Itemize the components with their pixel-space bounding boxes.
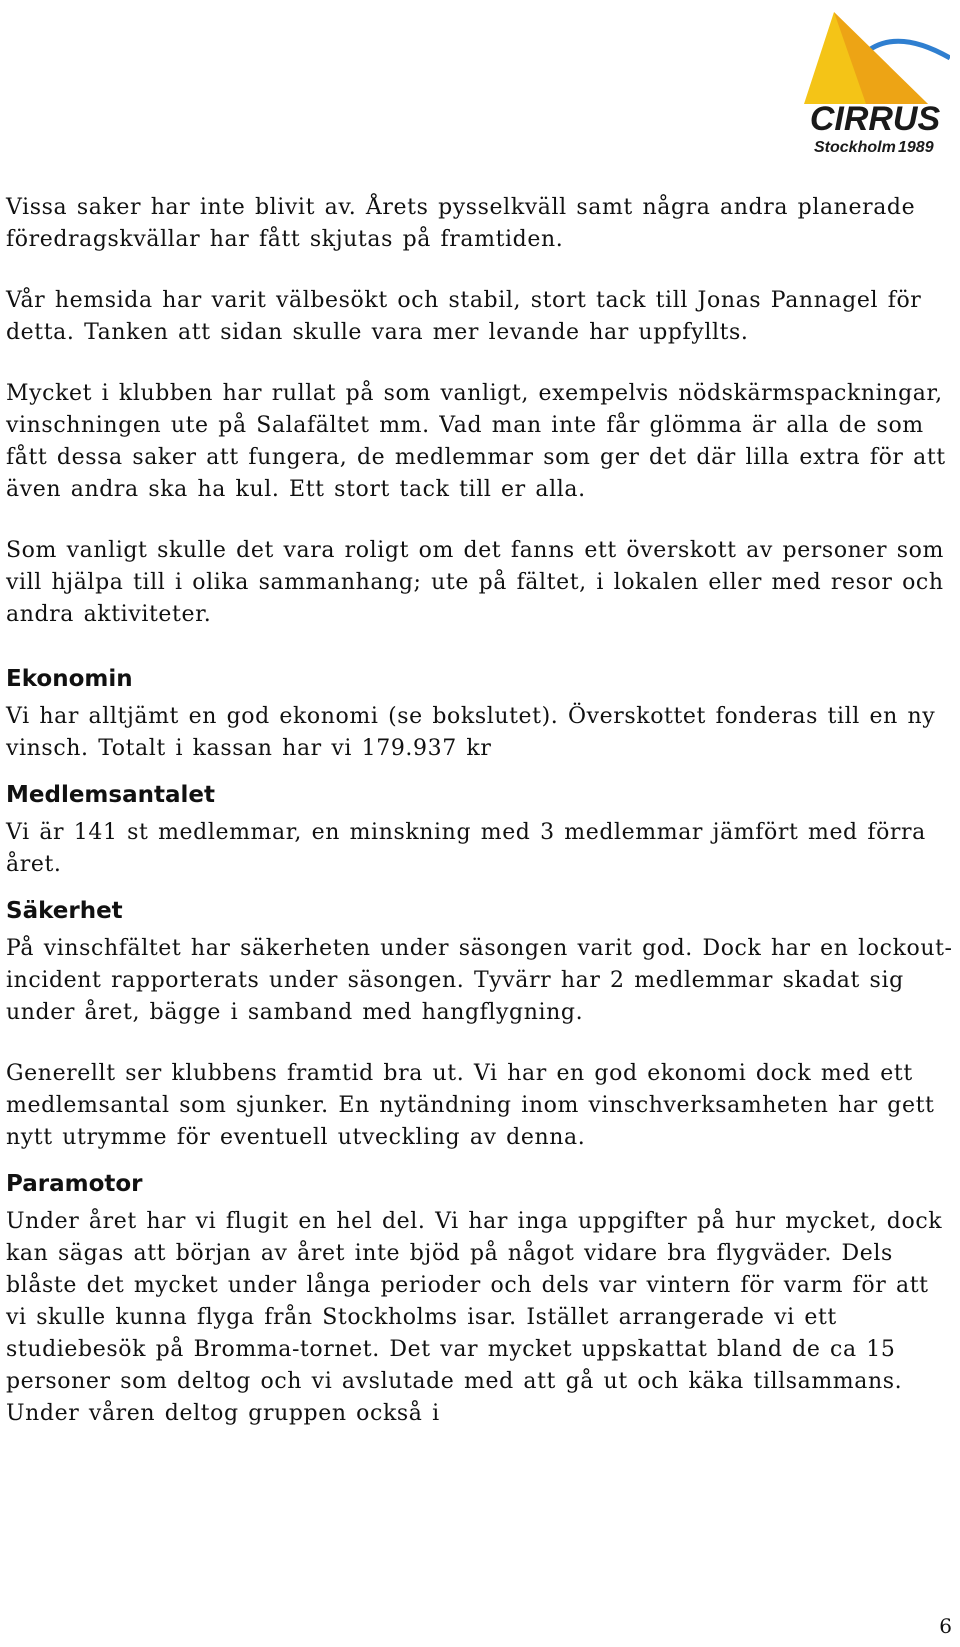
paragraph-medlemsantalet: Vi är 141 st medlemmar, en minskning med 3 medlemmar jämfört med förra året.	[6, 820, 926, 877]
logo-year-text: 1989	[898, 139, 934, 156]
cirrus-logo	[800, 4, 950, 162]
paragraph-club-activities: Mycket i klubben har rullat på som vanligt, exempelvis nödskärmspackningar, vinschningen ute på Salafältet mm. Vad man inte får glömma är alla de som fått dessa saker att fungera, de medlemmar som ger det där lilla extra för att även andra ska ha kul. Ett stort tack till er alla.	[6, 381, 946, 502]
heading-ekonomin: Ekonomin	[6, 666, 133, 692]
paragraph-volunteers: Som vanligt skulle det vara roligt om det fanns ett överskott av personer som vill hjälpa till i olika sammanhang; ute på fältet, i lokalen eller med resor och andra aktiviteter.	[6, 538, 944, 627]
paragraph-postponed-events: Vissa saker har inte blivit av. Årets pysselkväll samt några andra planerade föredragskvällar har fått skjutas på framtiden.	[6, 195, 916, 252]
paraglider-logo-icon	[800, 4, 950, 162]
heading-medlemsantalet: Medlemsantalet	[6, 782, 215, 808]
logo-city-text: Stockholm	[814, 139, 896, 156]
paragraph-sakerhet: På vinschfältet har säkerheten under säsongen varit god. Dock har en lockout-incident rapporterats under säsongen. Tyvärr har 2 medlemmar skadat sig under året, bägge i samband med hangflygning.	[6, 936, 953, 1025]
heading-sakerhet: Säkerhet	[6, 898, 123, 924]
paragraph-paramotor: Under året har vi flugit en hel del. Vi har inga uppgifter på hur mycket, dock kan sägas att början av året inte bjöd på något vidare bra flygväder. Dels blåste det mycket under långa perioder och dels var vintern för varm för att vi skulle kunna flyga från Stockholms isar. Istället arrangerade vi ett studiebesök på Bromma-tornet. Det var mycket uppskattat bland de ca 15 personer som deltog och vi avslutade med att gå ut och käka tillsammans. Under våren deltog gruppen också i	[6, 1209, 943, 1426]
heading-paramotor: Paramotor	[6, 1171, 143, 1197]
paragraph-ekonomin: Vi har alltjämt en god ekonomi (se bokslutet). Överskottet fonderas till en ny vinsch. Totalt i kassan har vi 179.937 kr	[6, 704, 936, 761]
paragraph-framtid: Generellt ser klubbens framtid bra ut. Vi har en god ekonomi dock med ett medlemsantal som sjunker. En nytändning inom vinschverksamheten har gett nytt utrymme för eventuell utveckling av denna.	[6, 1061, 935, 1150]
logo-brand-text: CIRRUS	[809, 100, 941, 138]
document-body	[6, 192, 954, 1459]
paragraph-website: Vår hemsida har varit välbesökt och stabil, stort tack till Jonas Pannagel för detta. Tanken att sidan skulle vara mer levande har uppfyllts.	[6, 288, 922, 345]
page-number: 6	[939, 1614, 952, 1638]
